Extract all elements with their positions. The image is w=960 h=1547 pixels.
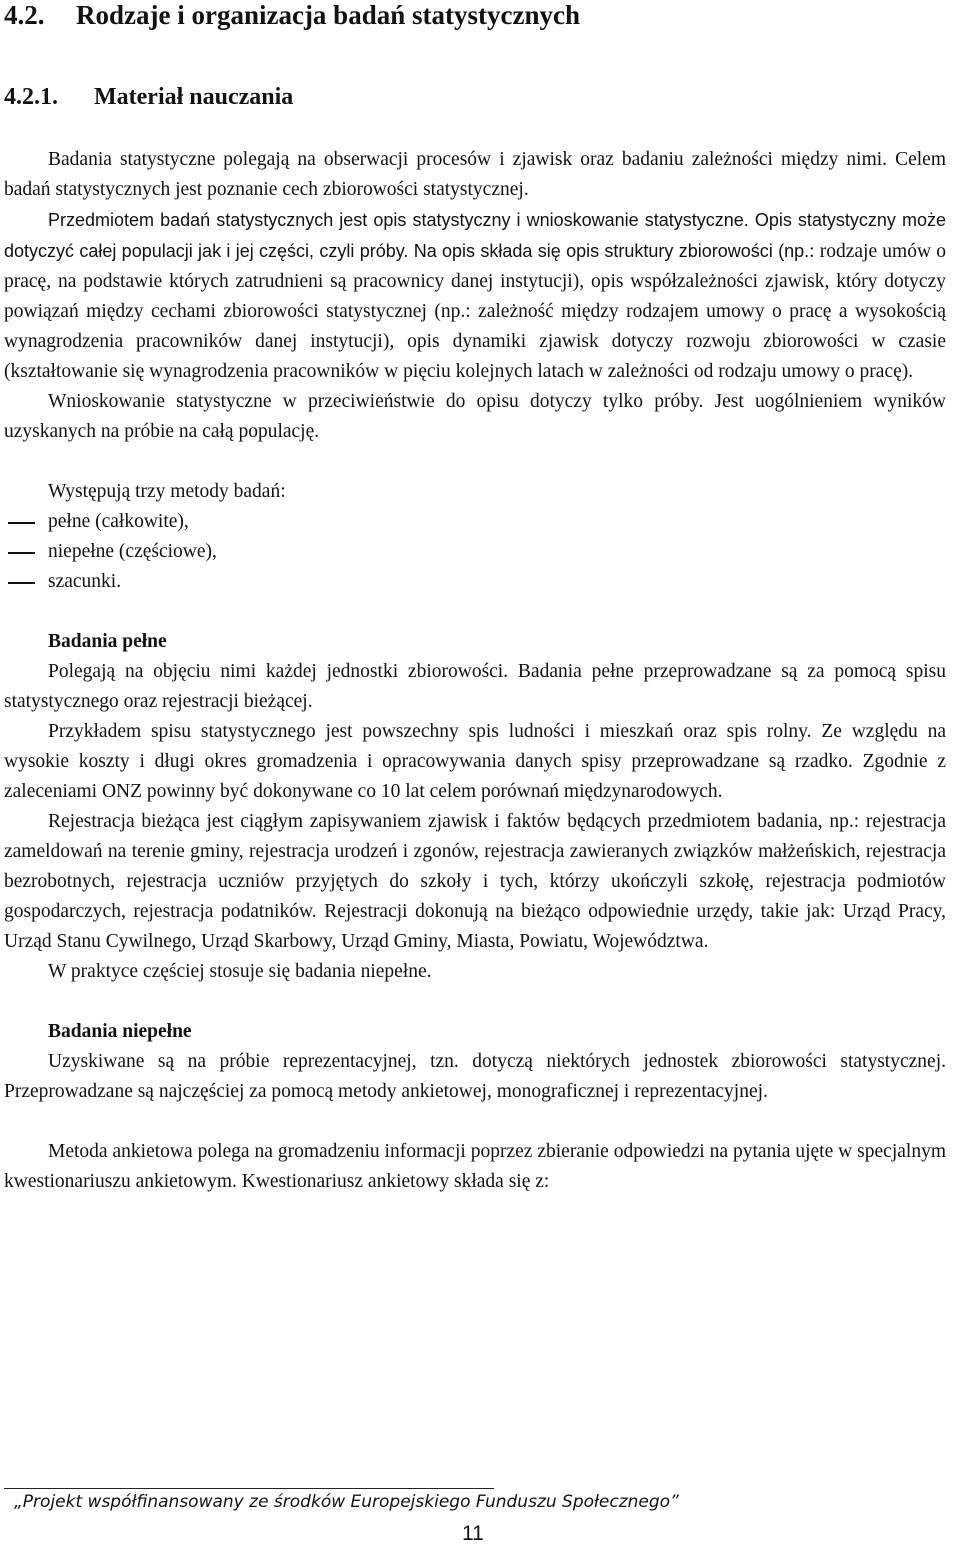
- section-full-p4: W praktyce częściej stosuje się badania niepełne.: [48, 961, 432, 982]
- list-item: szacunki.: [4, 567, 946, 597]
- subsection-heading: [4, 84, 293, 111]
- page-number: 11: [462, 1522, 484, 1545]
- methods-list: [4, 507, 946, 597]
- footer-divider: [4, 1488, 494, 1489]
- paragraph-description-sans: Przedmiotem badań statystycznych jest opis statystyczny i wnioskowanie statystyczne. Opis statystyczny może dotyczyć całej populacji jak i jej części, czyli próby. Na opis składa się opis struktury zbiorowości (np.: [4, 210, 946, 261]
- section-title: Rodzaje i organizacja badań statystycznych: [76, 0, 580, 30]
- section-heading: [4, 0, 580, 31]
- list-item: pełne (całkowite),: [4, 507, 946, 537]
- section-full-title: Badania pełne: [48, 631, 167, 652]
- subsection-title: Materiał nauczania: [94, 84, 294, 110]
- paragraph-survey: Metoda ankietowa polega na gromadzeniu informacji poprzez zbieranie odpowiedzi na pytania ujęte w specjalnym kwestionariuszu ankietowym. Kwestionariusz ankietowy składa się z:: [4, 1141, 946, 1192]
- paragraph-description-serif: : rodzaje umów o pracę, na podstawie których zatrudnieni są pracownicy danej instytucji), opis współzależności zjawisk, który dotyczy powiązań między cechami zbiorowości statystycznej (np.: zależność między rodzajem umowy o pracę a wysokością wynagrodzenia pracowników danej instytucji), opis dynamiki zjawisk dotyczy rozwoju zbiorowości w czasie (kształtowanie się wynagrodzenia pracowników w pięciu kolejnych latach w zależności od rodzaju umowy o pracę).: [4, 241, 947, 382]
- methods-intro: Występują trzy metody badań:: [48, 481, 286, 502]
- document-body: [4, 145, 946, 1197]
- paragraph-inference: Wnioskowanie statystyczne w przeciwieństwie do opisu dotyczy tylko próby. Jest uogólnieniem wyników uzyskanych na próbie na całą populację.: [4, 391, 946, 442]
- section-full-p2: Przykładem spisu statystycznego jest powszechny spis ludności i mieszkań oraz spis rolny. Ze względu na wysokie koszty i długi okres gromadzenia i opracowywania danych spisy przeprowadzane są rzadko. Zgodnie z zaleceniami ONZ powinny być dokonywane co 10 lat celem porównań międzynarodowych.: [4, 721, 946, 802]
- paragraph-intro: Badania statystyczne polegają na obserwacji procesów i zjawisk oraz badaniu zależności między nimi. Celem badań statystycznych jest poznanie cech zbiorowości statystycznej.: [4, 149, 946, 200]
- section-full-p1: Polegają na objęciu nimi każdej jednostki zbiorowości. Badania pełne przeprowadzane są za pomocą spisu statystycznego oraz rejestracji bieżącej.: [4, 661, 946, 712]
- section-partial-p1: Uzyskiwane są na próbie reprezentacyjnej, tzn. dotyczą niektórych jednostek zbiorowości statystycznej. Przeprowadzane są najczęściej za pomocą metody ankietowej, monograficznej i reprezentacyjnej.: [4, 1051, 946, 1102]
- paragraph-description: [4, 205, 946, 387]
- section-full-p3: Rejestracja bieżąca jest ciągłym zapisywaniem zjawisk i faktów będących przedmiotem badania, np.: rejestracja zameldowań na terenie gminy, rejestracja urodzeń i zgonów, rejestracja zawieranych związków małżeńskich, rejestracja bezrobotnych, rejestracja uczniów przyjętych do szkoły i tych, którzy ukończyli szkołę, rejestracja podmiotów gospodarczych, rejestracja podatników. Rejestracji dokonują na bieżąco odpowiednie urzędy, takie jak: Urząd Pracy, Urząd Stanu Cywilnego, Urząd Skarbowy, Urząd Gminy, Miasta, Powiatu, Województwa.: [4, 811, 946, 952]
- section-partial-title: Badania niepełne: [48, 1021, 192, 1042]
- subsection-number: 4.2.1.: [4, 84, 58, 110]
- footer-note: „Projekt współfinansowany ze środków Europejskiego Funduszu Społecznego”: [14, 1492, 679, 1512]
- section-number: 4.2.: [4, 0, 45, 30]
- list-item: niepełne (częściowe),: [4, 537, 946, 567]
